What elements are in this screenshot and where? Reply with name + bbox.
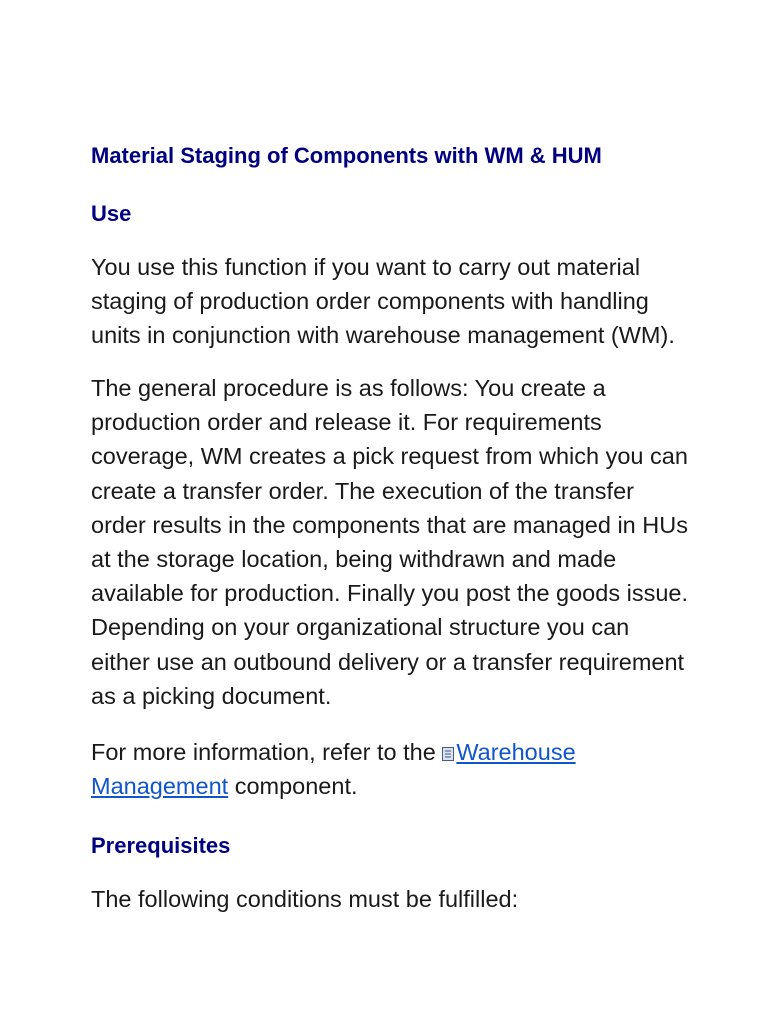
document-icon: [442, 747, 454, 761]
section-heading-prerequisites: Prerequisites: [91, 833, 231, 858]
more-info-suffix: component.: [228, 773, 358, 800]
use-paragraph: You use this function if you want to carry out material staging of production order components with handling units in conjunction with warehouse management (WM).: [91, 254, 675, 349]
warehouse-management-link-text[interactable]: Warehouse Management: [91, 739, 576, 800]
section-heading-use: Use: [91, 201, 132, 226]
more-info-paragraph: [91, 735, 691, 803]
prerequisites-paragraph: The following conditions must be fulfilled:: [91, 886, 519, 912]
procedure-paragraph: The general procedure is as follows: You create a production order and release it. For requirements coverage, WM creates a pick request from which you can create a transfer order. The execution of the transfer order results in the components that are managed in HUs at the storage location, being withdrawn and made available for production. Finally you post the goods issue. Depending on your organizational structure you can either use an outbound delivery or a transfer requirement as a picking document.: [91, 375, 688, 709]
page-title: Material Staging of Components with WM & HUM: [91, 143, 602, 168]
more-info-prefix: For more information, refer to the: [91, 739, 443, 765]
